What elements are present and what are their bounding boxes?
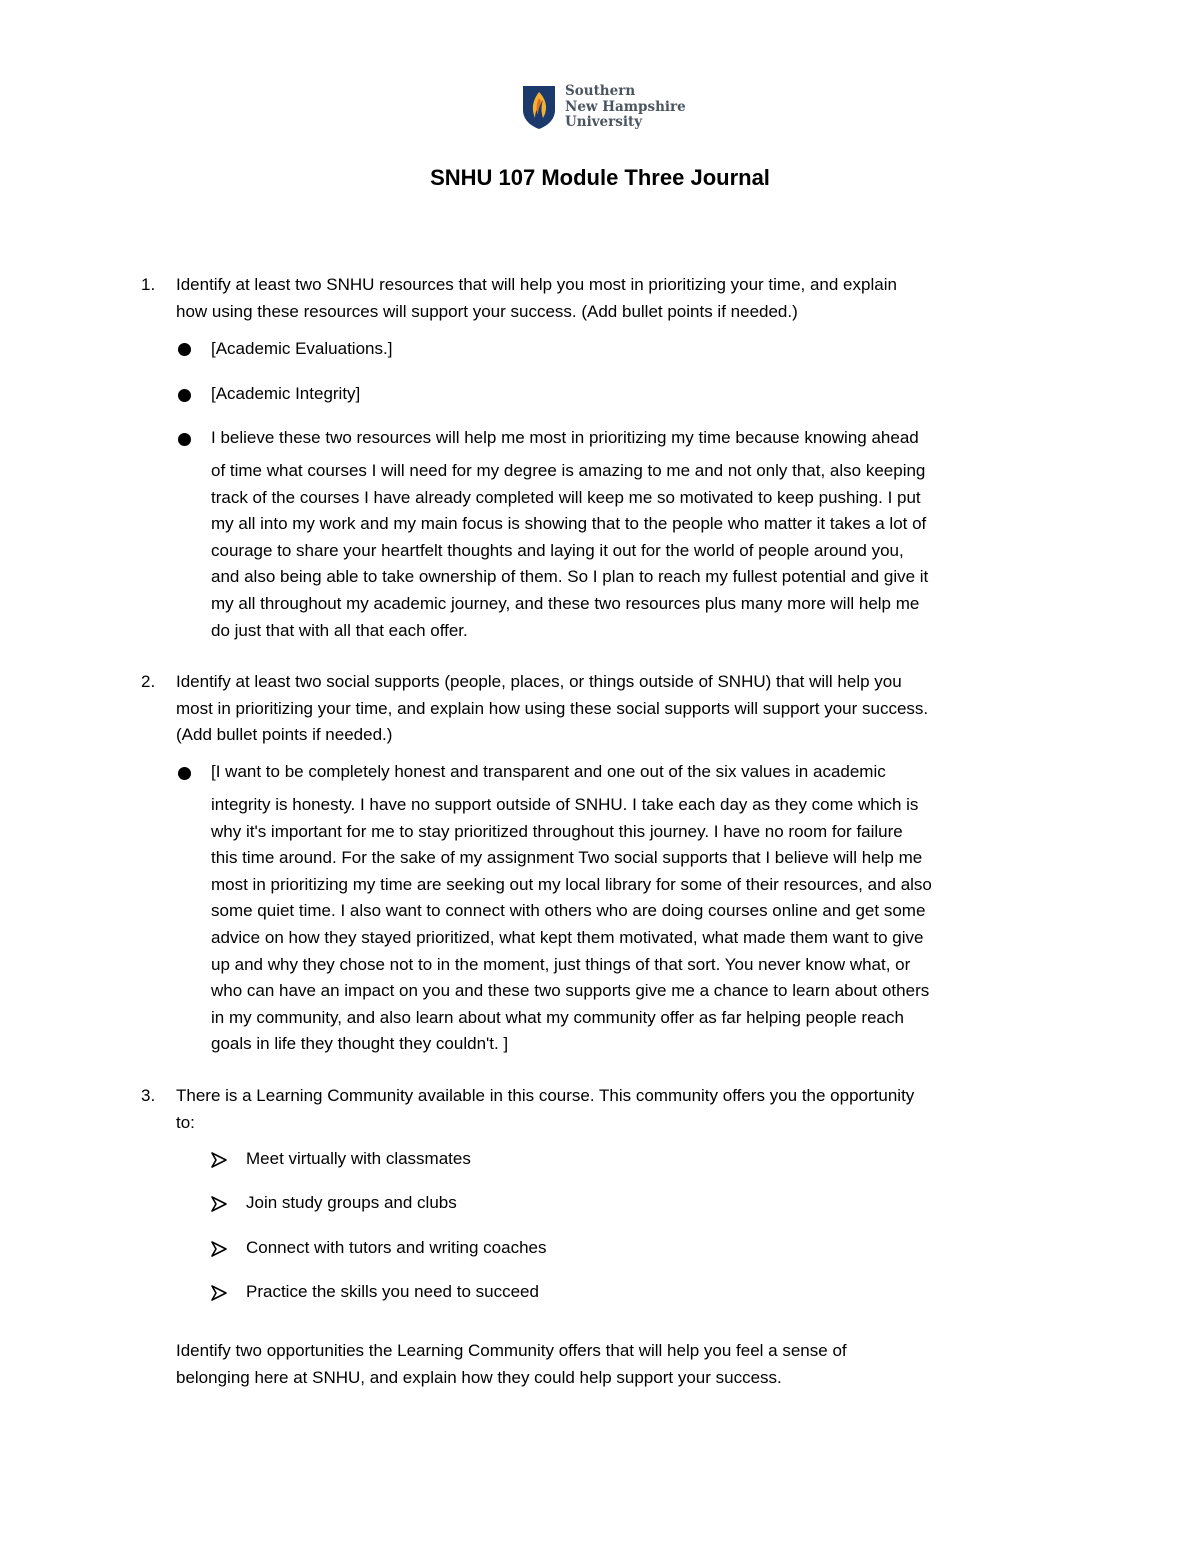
follow-up-line: belonging here at SNHU, and explain how they could help support your success. xyxy=(176,1367,782,1387)
snhu-wordmark xyxy=(565,84,686,131)
bullet-line: my all into my work and my main focus is showing that to the people who matter it takes a lot of xyxy=(211,514,927,534)
question-2-text xyxy=(176,669,928,749)
bullet-line: why it's important for me to stay prioritized throughout this journey. I have no room for failure xyxy=(211,821,903,841)
bullet-line: integrity is honesty. I have no support outside of SNHU. I take each day as they come which is xyxy=(211,795,919,814)
question-3-follow-up xyxy=(176,1338,847,1391)
question-3-line: to: xyxy=(176,1112,195,1132)
arrow-bullet-icon xyxy=(210,1284,228,1302)
arrow-bullet-icon xyxy=(210,1240,228,1258)
bullet-icon xyxy=(178,433,191,446)
page-title: SNHU 107 Module Three Journal xyxy=(430,165,770,190)
bullet-line: track of the courses I have already completed will keep me so motivated to keep pushing. I put xyxy=(211,487,921,507)
q1-bullet-3-continued xyxy=(211,458,928,644)
follow-up-line: Identify two opportunities the Learning Community offers that will help you feel a sense of xyxy=(176,1341,847,1360)
bullet-line: most in prioritizing my time are seeking out my local library for some of their resources, and also xyxy=(211,874,932,894)
bullet-line: and also being able to take ownership of them. So I plan to reach my fullest potential and give it xyxy=(211,567,929,587)
arrow-bullet-icon xyxy=(210,1195,228,1213)
arrow-item: Join study groups and clubs xyxy=(246,1193,457,1212)
bullet-line: goals in life they thought they couldn't. ] xyxy=(211,1034,509,1054)
bullet-line: my all throughout my academic journey, and these two resources plus many more will help me xyxy=(211,593,920,613)
bullet-line: this time around. For the sake of my assignment Two social supports that I believe will help me xyxy=(211,848,923,868)
question-3-number: 3. xyxy=(141,1086,156,1105)
bullet-line: who can have an impact on you and these two supports give me a chance to learn about others xyxy=(211,981,930,1001)
question-2-line: (Add bullet points if needed.) xyxy=(176,725,393,745)
q2-bullet-1 xyxy=(211,759,886,786)
question-2-line: most in prioritizing your time, and explain how using these social supports will support your success. xyxy=(176,698,929,718)
bullet-line: I believe these two resources will help me most in prioritizing my time because knowing ahead xyxy=(211,428,919,447)
bullet-line: of time what courses I will need for my degree is amazing to me and not only that, also keeping xyxy=(211,461,926,480)
arrow-item: Connect with tutors and writing coaches xyxy=(246,1238,547,1257)
question-1-number: 1. xyxy=(141,275,156,294)
bullet-icon xyxy=(178,389,191,402)
q1-bullet-3 xyxy=(211,425,919,452)
bullet-line: advice on how they stayed prioritized, what kept them motivated, what made them want to give xyxy=(211,927,924,947)
snhu-shield-icon xyxy=(521,84,557,130)
bullet-line: up and why they chose not to in the moment, just things of that sort. You never know what, or xyxy=(211,954,911,974)
bullet-line: [Academic Evaluations.] xyxy=(211,339,393,358)
arrow-item: Meet virtually with classmates xyxy=(246,1149,471,1168)
bullet-line: [Academic Integrity] xyxy=(211,384,361,403)
bullet-line: courage to share your heartfelt thoughts and laying it out for the world of people around you, xyxy=(211,540,904,560)
question-1-line: how using these resources will support your success. (Add bullet points if needed.) xyxy=(176,301,798,321)
question-1-text xyxy=(176,272,897,325)
logo-line-2: New Hampshire xyxy=(565,98,686,115)
arrow-item: Practice the skills you need to succeed xyxy=(246,1282,539,1301)
question-3-text xyxy=(176,1083,914,1136)
bullet-line: in my community, and also learn about what my community offer as far helping people reach xyxy=(211,1007,904,1027)
bullet-icon xyxy=(178,343,191,356)
bullet-icon xyxy=(178,767,191,780)
question-1-line: Identify at least two SNHU resources that will help you most in prioritizing your time, and explain xyxy=(176,275,897,294)
question-2-number: 2. xyxy=(141,672,156,691)
q1-bullet-1 xyxy=(211,336,392,363)
bullet-line: do just that with all that each offer. xyxy=(211,620,468,640)
question-2-line: Identify at least two social supports (people, places, or things outside of SNHU) that will help you xyxy=(176,672,902,691)
snhu-logo xyxy=(521,84,691,134)
bullet-line: some quiet time. I also want to connect with others who are doing courses online and get some xyxy=(211,901,926,921)
arrow-bullet-icon xyxy=(210,1151,228,1169)
logo-line-3: University xyxy=(565,114,643,130)
logo-line-1: Southern xyxy=(565,83,636,99)
q2-bullet-1-continued xyxy=(211,792,932,1058)
question-3-line: There is a Learning Community available in this course. This community offers you the opportunity xyxy=(176,1086,915,1105)
q1-bullet-2 xyxy=(211,381,360,408)
bullet-line: [I want to be completely honest and transparent and one out of the six values in academic xyxy=(211,762,886,781)
